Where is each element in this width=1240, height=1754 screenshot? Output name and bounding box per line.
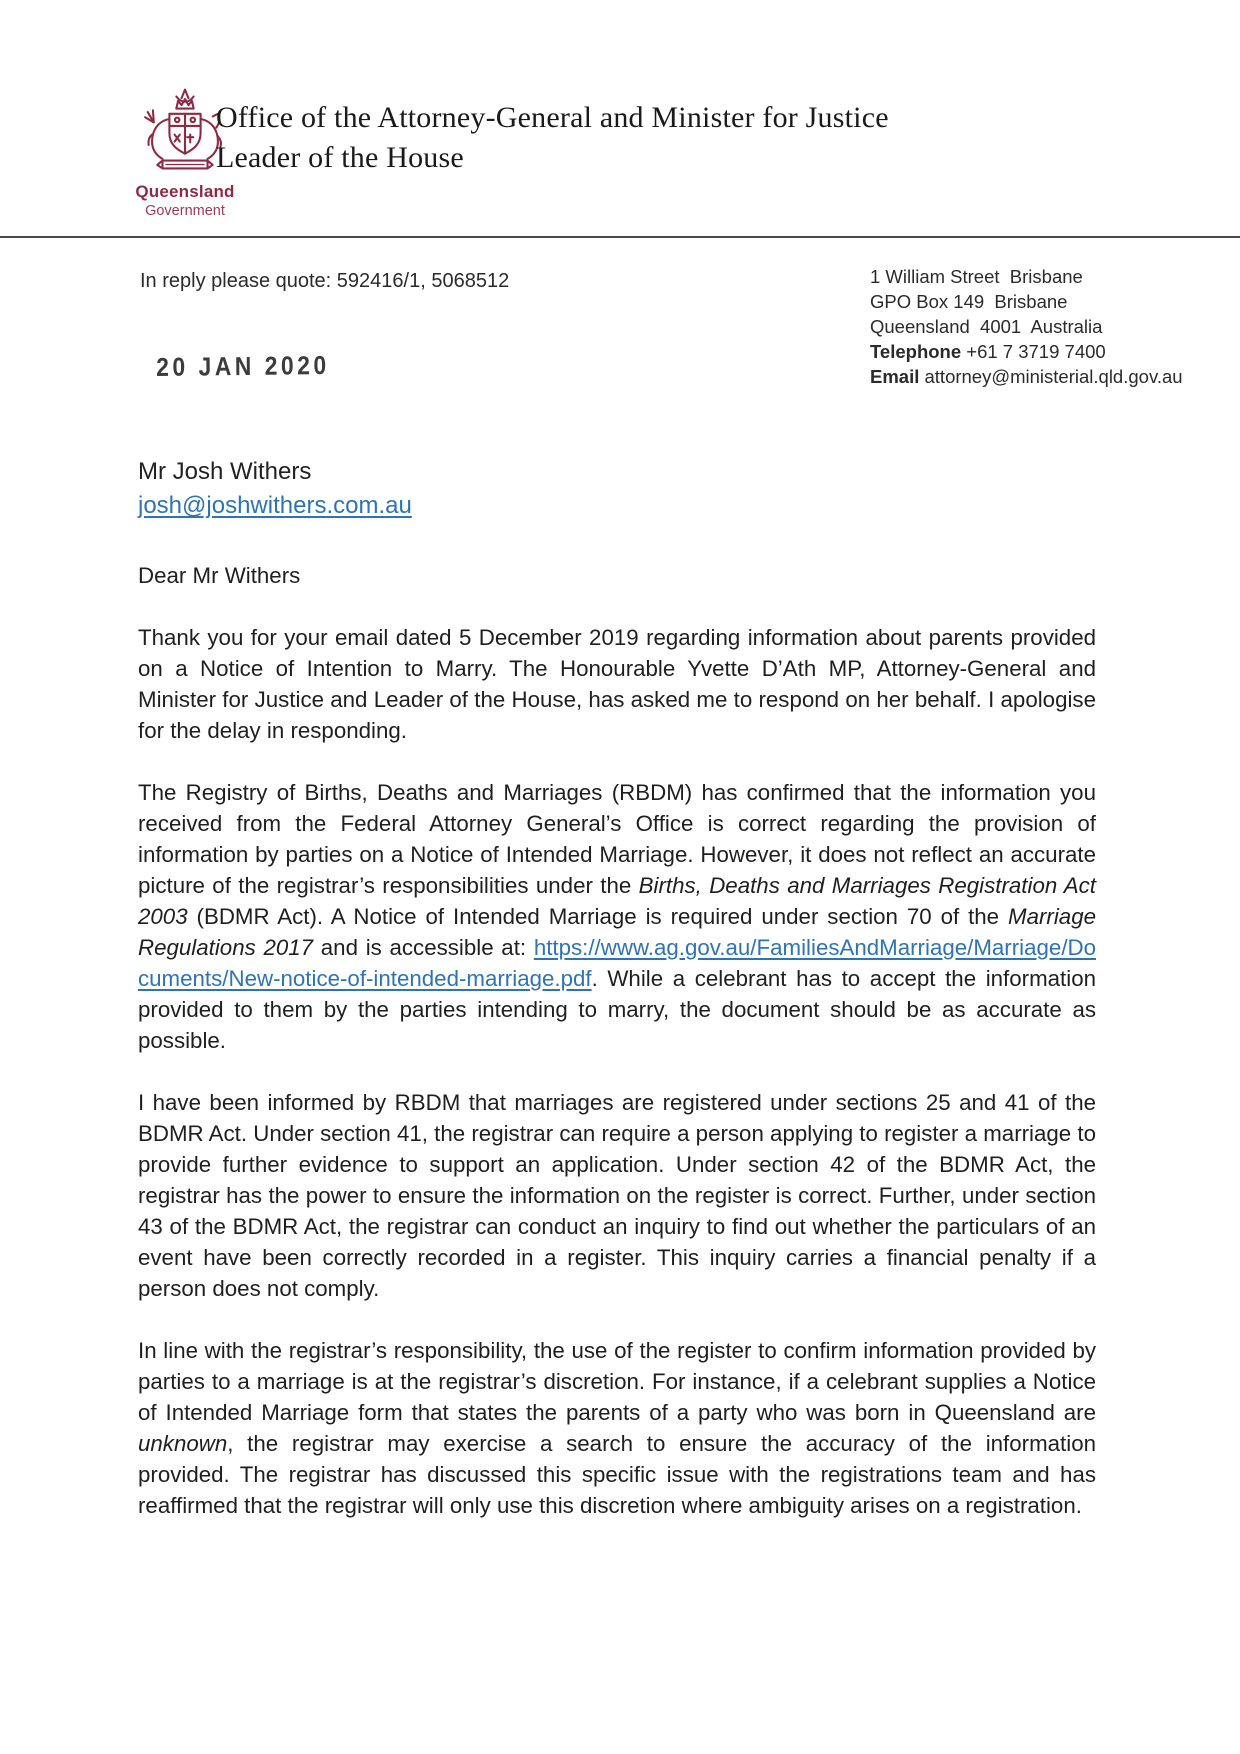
recipient-name: Mr Josh Withers — [138, 458, 312, 485]
paragraph-2-text-2: (BDMR Act). A Notice of Intended Marriage is required under section 70 of the — [187, 904, 1009, 929]
paragraph-4-text-2: , the registrar may exercise a search to ensure the accuracy of the information provided. The registrar has discussed this specific issue with the registrations team and has reaffirmed that the registrar will only use this discretion where ambiguity arises on a registration. — [138, 1431, 1096, 1518]
paragraph-4-text-1: In line with the registrar’s responsibility, the use of the register to confirm information provided by parties to a marriage is at the registrar’s discretion. For instance, if a celebrant supplies a Notice of Intended Marriage form that states the parents of a party who was born in Queensland are — [138, 1338, 1096, 1425]
paragraph-3: I have been informed by RBDM that marriages are registered under sections 25 and 41 of the BDMR Act. Under section 41, the registrar can require a person applying to register a marriage to provide further evidence to support an application. Under section 42 of the BDMR Act, the registrar has the power to ensure the information on the register is correct. Further, under section 43 of the BDMR Act, the registrar can conduct an inquiry to find out whether the particulars of an event have been correctly recorded in a register. This inquiry carries a financial penalty if a person does not comply. — [138, 1090, 1096, 1301]
address-gpo: GPO Box 149 Brisbane — [870, 291, 1068, 312]
unknown-emphasis: unknown — [138, 1431, 228, 1456]
address-street: 1 William Street Brisbane — [870, 266, 1083, 287]
reference-line: In reply please quote: 592416/1, 5068512 — [140, 270, 510, 292]
paragraph-2-text-1: The Registry of Births, Deaths and Marriages (RBDM) has confirmed that the information you received from the Federal Attorney General’s Office is correct regarding the provision of information by parties on a Notice of Intended Marriage. However, it does not reflect an accurate picture of the registrar’s responsibilities under the — [138, 780, 1096, 898]
date-received-stamp: 20 JAN 2020 — [156, 349, 330, 382]
address-email — [870, 364, 1183, 389]
letterhead-title-line2: Leader of the House — [216, 141, 464, 174]
paragraph-2 — [138, 777, 1096, 1056]
salutation: Dear Mr Withers — [138, 563, 301, 588]
email-label: Email — [870, 366, 920, 387]
address-state: Queensland 4001 Australia — [870, 316, 1103, 337]
letterhead-title — [216, 98, 889, 178]
act-title-marriage-regulations: Marriage Regulations 2017 — [138, 904, 1096, 960]
paragraph-1: Thank you for your email dated 5 December 2019 regarding information about parents provided on a Notice of Intention to Marry. The Honourable Yvette D’Ath MP, Attorney-General and Minister for Justice and Leader of the House, has asked me to respond on her behalf. I apologise for the delay in responding. — [138, 625, 1096, 743]
act-title-bdmr: Births, Deaths and Marriages Registration Act 2003 — [138, 873, 1096, 929]
logo-word-queensland: Queensland — [135, 182, 235, 201]
paragraph-2-text-3: and is accessible at: — [313, 935, 534, 960]
paragraph-4 — [138, 1335, 1096, 1521]
email-value: attorney@ministerial.qld.gov.au — [919, 366, 1183, 387]
address-telephone — [870, 339, 1183, 364]
telephone-label: Telephone — [870, 341, 962, 362]
letterhead-divider — [0, 236, 1240, 238]
letterhead-title-line1: Office of the Attorney-General and Minister for Justice — [216, 101, 889, 134]
notice-of-intended-marriage-link[interactable]: https://www.ag.gov.au/FamiliesAndMarriage/Marriage/Documents/New-notice-of-intended-marriage.pdf — [138, 935, 1097, 991]
recipient-block — [138, 455, 412, 523]
recipient-email-link[interactable]: josh@joshwithers.com.au — [138, 492, 412, 519]
telephone-value: +61 7 3719 7400 — [961, 341, 1106, 362]
paragraph-2-text-4: . While a celebrant has to accept the information provided to them by the parties intending to marry, the document should be as accurate as possible. — [138, 966, 1096, 1053]
logo-word-government: Government — [145, 203, 225, 219]
letter-body — [138, 560, 1096, 1552]
sender-address-block — [870, 264, 1183, 389]
